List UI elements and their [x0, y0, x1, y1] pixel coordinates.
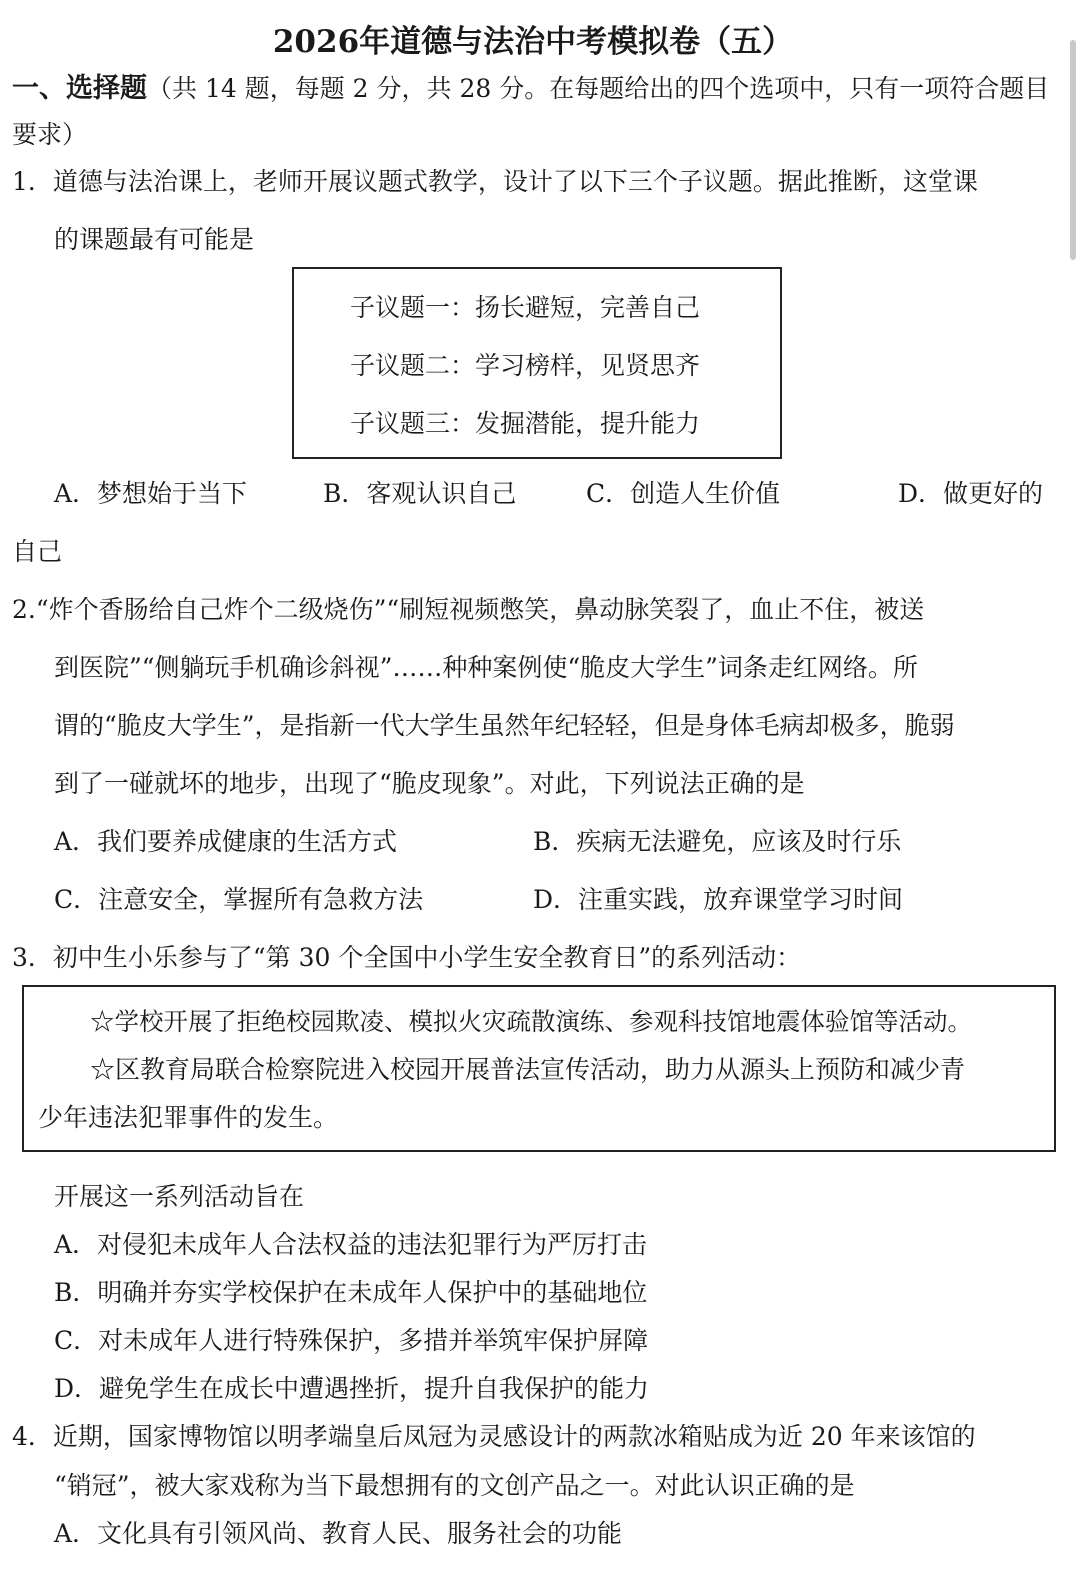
- q2-option-a[interactable]: A．我们要养成健康的生活方式: [54, 827, 398, 856]
- q3-option-a[interactable]: A．对侵犯未成年人合法权益的违法犯罪行为严厉打击: [54, 1230, 648, 1259]
- q3-material-3: 少年违法犯罪事件的发生。: [38, 1103, 339, 1132]
- q2-option-c[interactable]: C．注意安全，掌握所有急救方法: [54, 885, 424, 914]
- q1-subtopic-1: 子议题一：扬长避短，完善自己: [350, 293, 701, 322]
- q3-question: 开展这一系列活动旨在: [54, 1182, 305, 1211]
- q3-material-1: ☆学校开展了拒绝校园欺凌、模拟火灾疏散演练、参观科技馆地震体验馆等活动。: [90, 1007, 972, 1036]
- q3-option-d[interactable]: D．避免学生在成长中遭遇挫折，提升自我保护的能力: [54, 1374, 650, 1403]
- q1-option-b[interactable]: B．客观认识自己: [323, 479, 517, 508]
- q2-stem-line1: 2.“炸个香肠给自己炸个二级烧伤”“刷短视频憋笑，鼻动脉笑裂了，血止不住，被送: [12, 595, 925, 624]
- scrollbar-thumb[interactable]: [1070, 40, 1076, 260]
- q1-subtopic-2: 子议题二：学习榜样，见贤思齐: [350, 351, 701, 380]
- q1-subtopic-3: 子议题三：发掘潜能，提升能力: [350, 409, 701, 438]
- q2-stem-line4: 到了一碰就坏的地步，出现了“脆皮现象”。对此，下列说法正确的是: [54, 769, 805, 798]
- q4-option-a[interactable]: A．文化具有引领风尚、教育人民、服务社会的功能: [54, 1519, 623, 1548]
- q3-option-b[interactable]: B．明确并夯实学校保护在未成年人保护中的基础地位: [54, 1278, 648, 1307]
- section-header: [12, 72, 1049, 106]
- q1-option-c[interactable]: C．创造人生价值: [586, 479, 781, 508]
- q2-option-b[interactable]: B．疾病无法避免，应该及时行乐: [533, 827, 902, 856]
- section-note: （共 14 题，每题 2 分，共 28 分。在每题给出的四个选项中，只有一项符合题目: [147, 74, 1050, 103]
- q4-stem-line2: “销冠”，被大家戏称为当下最想拥有的文创产品之一。对此认识正确的是: [54, 1471, 855, 1500]
- q1-option-d-wrap: 自己: [12, 537, 63, 566]
- q3-option-c[interactable]: C．对未成年人进行特殊保护，多措并举筑牢保护屏障: [54, 1326, 649, 1355]
- q4-stem-line1: 4．近期，国家博物馆以明孝端皇后凤冠为灵感设计的两款冰箱贴成为近 20 年来该馆的: [12, 1422, 976, 1451]
- q1-stem-line2: 的课题最有可能是: [54, 225, 255, 254]
- q2-stem-line2: 到医院”“侧躺玩手机确诊斜视”……种种案例使“脆皮大学生”词条走红网络。所: [54, 653, 918, 682]
- q2-stem-line3: 谓的“脆皮大学生”，是指新一代大学生虽然年纪轻轻，但是身体毛病却极多，脆弱: [54, 711, 955, 740]
- section-note-cont: 要求）: [12, 120, 88, 149]
- q2-option-d[interactable]: D．注重实践，放弃课堂学习时间: [533, 885, 904, 914]
- q1-option-d[interactable]: D．做更好的: [898, 479, 1044, 508]
- q3-material-2: ☆区教育局联合检察院进入校园开展普法宣传活动，助力从源头上预防和减少青: [90, 1055, 966, 1084]
- q1-option-a[interactable]: A．梦想始于当下: [54, 479, 248, 508]
- exam-title: 2026年道德与法治中考模拟卷（五）: [272, 24, 794, 60]
- q1-stem-line1: 1．道德与法治课上，老师开展议题式教学，设计了以下三个子议题。据此推断，这堂课: [12, 167, 978, 196]
- section-heading: 一、选择题: [12, 73, 147, 104]
- q3-stem-line1: 3．初中生小乐参与了“第 30 个全国中小学生安全教育日”的系列活动：: [12, 943, 802, 972]
